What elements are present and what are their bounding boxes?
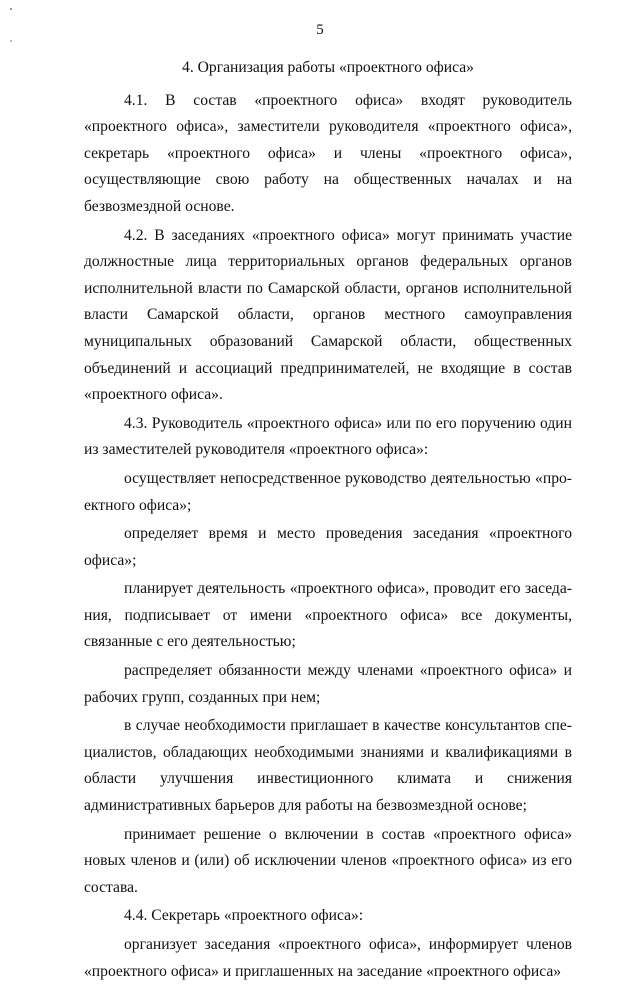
list-item-duty: определяет время и место проведения заседания «проектного офиса»;: [84, 525, 572, 569]
scan-mark: [10, 40, 12, 42]
list-item-duty: осуществляет непосредственное руководство деятельностью «проектного офиса»;: [84, 469, 572, 514]
paragraph-4-3: 4.3. Руководитель «проектного офиса» или по его поручению один из заместителей руководителя «проектного офиса»:: [84, 414, 572, 459]
paragraph-4-2: 4.2. В заседаниях «проектного офиса» могут принимать участие должностные лица территориальных органов федеральных органов исполнительной власти по Самарской области, органов исполнительной власти Самарской области, органов местного самоуправления муниципальных образований Самарской области, общественных объединений и ассоциаций предпринимателей, не входящие в состав «проектного офиса».: [84, 226, 572, 404]
list-item-duty: распределяет обязанности между членами «проектного офиса» и рабочих групп, созданных при нем;: [84, 662, 572, 706]
page-number: 5: [316, 22, 324, 38]
list-item-duty: в случае необходимости приглашает в качестве консультантов специалистов, обладающих необходимыми знаниями и квалификациями в области улучшения инвестиционного климата и снижения административных барьеров для работы на безвозмездной основе;: [84, 717, 572, 815]
paragraph-4-4: 4.4. Секретарь «проектного офиса»:: [124, 907, 364, 925]
list-item-duty: планирует деятельность «проектного офиса», проводит его заседания, подписывает от имени «проектного офиса» все документы, связанные с его деятельностью;: [84, 580, 572, 651]
paragraph-4-1: 4.1. В состав «проектного офиса» входят руководитель «проектного офиса», заместители руководителя «проектного офиса», секретарь «проектного офиса» и члены «проектного офиса», осуществляющие свою работу на общественных началах и на безвозмездной основе.: [84, 91, 572, 215]
list-item-duty: организует заседания «проектного офиса», информирует членов «проектного офиса» и приглашенных на заседание «проектного офиса»: [84, 936, 572, 980]
document-body: [84, 55, 572, 987]
scan-mark: [10, 8, 12, 10]
section-heading: 4. Организация работы «проектного офиса»: [182, 59, 474, 76]
list-item-duty: принимает решение о включении в состав «проектного офиса» новых членов и (или) об исключении членов «проектного офиса» из его состава.: [84, 825, 572, 896]
